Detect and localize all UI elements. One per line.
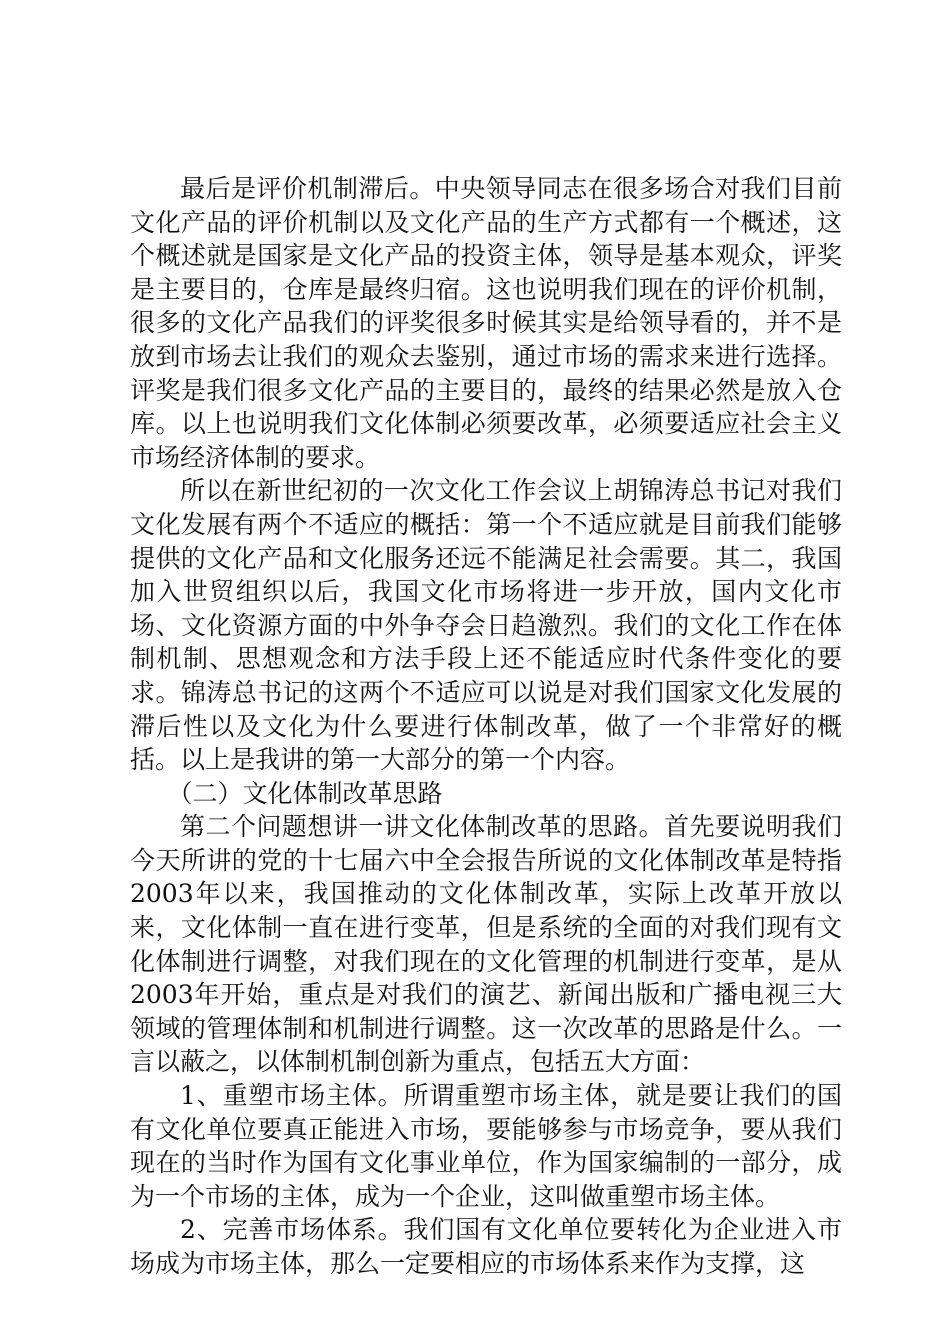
document-page [130, 172, 842, 1281]
paragraph-two-inadequacies: 所以在新世纪初的一次文化工作会议上胡锦涛总书记对我们文化发展有两个不适应的概括：第一个不适应就是目前我们能够提供的文化产品和文化服务还远不能满足社会需要。其二，我国加入世贸组织以后，我国文化市场将进一步开放，国内文化市场、文化资源方面的中外争夺会日趋激烈。我们的文化工作在体制机制、思想观念和方法手段上还不能适应时代条件变化的要求。锦涛总书记的这两个不适应可以说是对我们国家文化发展的滞后性以及文化为什么要进行体制改革，做了一个非常好的概括。以上是我讲的第一大部分的第一个内容。 [130, 476, 842, 775]
paragraph-reshape-market-entities: 1、重塑市场主体。所谓重塑市场主体，就是要让我们的国有文化单位要真正能进入市场，要能够参与市场竞争，要从我们现在的当时作为国有文化事业单位，作为国家编制的一部分，成为一个市场的主体，成为一个企业，这叫做重塑市场主体。 [130, 1081, 842, 1211]
section-heading: （二）文化体制改革思路 [167, 778, 443, 808]
paragraph-improve-market-system: 2、完善市场体系。我们国有文化单位要转化为企业进入市场成为市场主体，那么一定要相应的市场体系来作为支撑，这 [130, 1215, 842, 1278]
paragraph-reform-approach: 第二个问题想讲一讲文化体制改革的思路。首先要说明我们今天所讲的党的十七届六中全会报告所说的文化体制改革是特指2003年以来，我国推动的文化体制改革，实际上改革开放以来，文化体制一直在进行变革，但是系统的全面的对我们现有文化体制进行调整，对我们现在的文化管理的机制进行变革，是从2003年开始，重点是对我们的演艺、新闻出版和广播电视三大领域的管理体制和机制进行调整。这一次改革的思路是什么。一言以蔽之，以体制机制创新为重点，包括五大方面： [130, 812, 842, 1077]
paragraph-evaluation-mechanism: 最后是评价机制滞后。中央领导同志在很多场合对我们目前文化产品的评价机制以及文化产品的生产方式都有一个概述，这个概述就是国家是文化产品的投资主体，领导是基本观众，评奖是主要目的，仓库是最终归宿。这也说明我们现在的评价机制，很多的文化产品我们的评奖很多时候其实是给领导看的，并不是放到市场去让我们的观众去鉴别，通过市场的需求来进行选择。评奖是我们很多文化产品的主要目的，最终的结果必然是放入仓库。以上也说明我们文化体制必须要改革，必须要适应社会主义市场经济体制的要求。 [130, 174, 842, 472]
